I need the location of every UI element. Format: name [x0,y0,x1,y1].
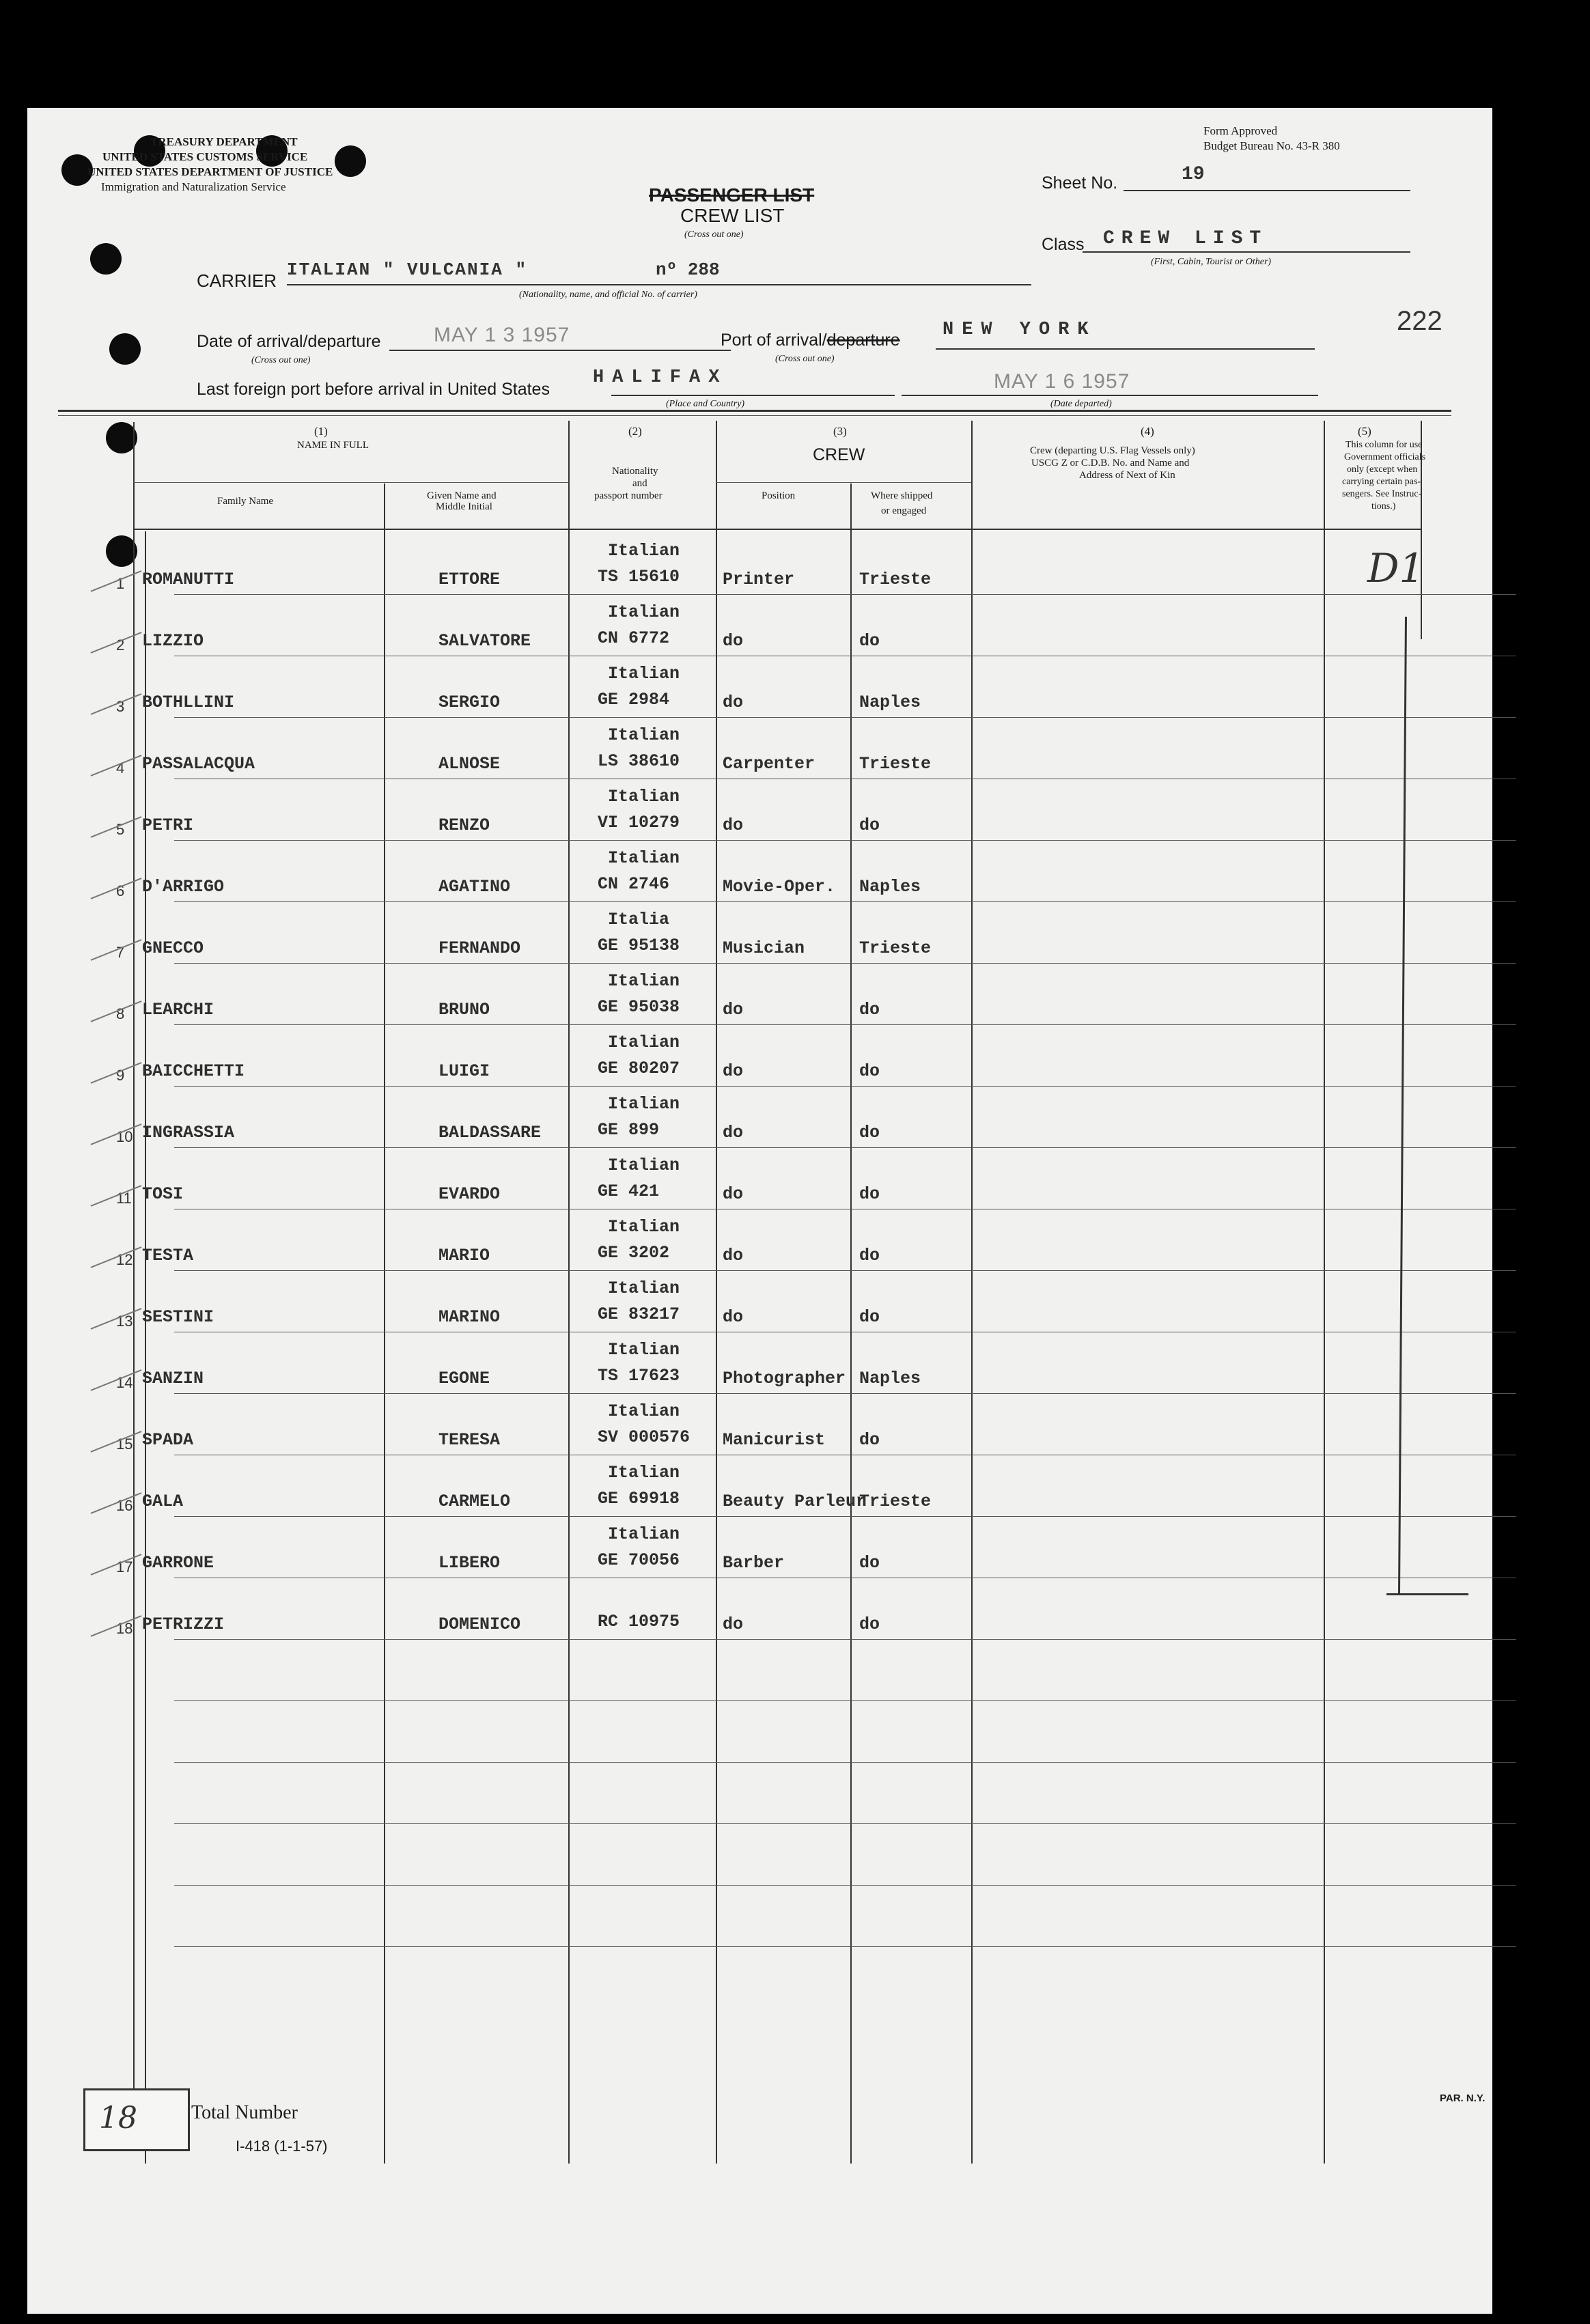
given-cell: MARINO [438,1307,501,1327]
agency-line-1: TREASURY DEPARTMENT [150,135,298,148]
family-cell: SANZIN [142,1369,204,1388]
row-divider [174,717,1516,718]
port-value: NEW YORK [943,320,1097,340]
nationality-cell: Italian [608,1033,680,1052]
col2-line-2: and [632,478,647,489]
table-top-border [58,410,1451,412]
row-number: 14 [116,1374,133,1391]
col1-title: NAME IN FULL [297,440,369,451]
col5-line-6: tions.) [1371,501,1396,512]
row-divider [174,1823,1516,1824]
form-code: I-418 (1-1-57) [236,2138,328,2155]
where-cell: Trieste [859,570,932,589]
crew-header: CREW [813,445,865,464]
passport-cell: LS 38610 [598,751,680,771]
row-number: 2 [116,636,125,654]
given-cell: LUIGI [438,1061,490,1081]
row-divider [174,594,1516,595]
passport-cell: GE 83217 [598,1304,680,1324]
cross-out-hint: (Cross out one) [684,229,744,240]
row-divider [174,1762,1516,1763]
col3-number: (3) [833,425,847,438]
where-cell: Trieste [859,938,932,958]
position-cell: do [723,1061,744,1081]
where-cell: do [859,1000,880,1020]
col-line [716,421,717,2164]
passport-cell: RC 10975 [598,1612,680,1632]
passport-cell: TS 17623 [598,1366,680,1386]
punch-hole [109,333,141,365]
passport-cell: GE 95038 [598,997,680,1017]
given-cell: MARIO [438,1246,490,1265]
row-divider [174,1700,1516,1701]
family-cell: D'ARRIGO [142,877,225,897]
row-divider [174,963,1516,964]
given-cell: RENZO [438,815,490,835]
header-sub-line [716,482,971,483]
crew-list-title: CREW LIST [680,205,785,226]
given-cell: AGATINO [438,877,511,897]
where-header-1: Where shipped [871,490,933,501]
where-cell: do [859,1430,880,1450]
agency-line-4: Immigration and Naturalization Service [101,180,286,193]
row-number: 3 [116,698,125,715]
given-cell: ALNOSE [438,754,501,774]
row-number: 10 [116,1128,133,1145]
nationality-cell: Italian [608,725,680,745]
header-sub-line [133,482,568,483]
row-divider [174,1086,1516,1087]
passport-cell: GE 95138 [598,936,680,955]
given-cell: SERGIO [438,692,501,712]
date-departed-underline [902,395,1318,396]
passport-cell: GE 69918 [598,1489,680,1509]
position-cell: do [723,631,744,651]
col4-number: (4) [1141,425,1154,438]
passport-cell: VI 10279 [598,813,680,832]
last-port-value: HALIFAX [593,367,728,388]
given-cell: EVARDO [438,1184,501,1204]
arrival-date-stamp: MAY 1 3 1957 [434,324,570,346]
col5-line-4: carrying certain pas- [1342,477,1421,487]
position-cell: do [723,1614,744,1634]
position-cell: do [723,1000,744,1020]
given-cell: BALDASSARE [438,1123,542,1143]
col-line [850,484,852,2164]
row-divider [174,1639,1516,1640]
nationality-cell: Italian [608,848,680,868]
crew-list-form [27,108,1492,2314]
departed-date-stamp: MAY 1 6 1957 [994,370,1130,393]
where-cell: do [859,1123,880,1143]
where-header-2: or engaged [881,505,927,516]
row-number: 15 [116,1436,133,1453]
row-divider [174,1024,1516,1025]
where-cell: Naples [859,692,921,712]
class-label: Class [1042,235,1085,254]
given-cell: TERESA [438,1430,501,1450]
where-cell: Naples [859,877,921,897]
passenger-list-title: PASSENGER LIST [649,184,815,206]
passport-cell: SV 000576 [598,1427,691,1447]
position-cell: Photographer [723,1369,846,1388]
where-cell: do [859,1307,880,1327]
row-number: 7 [116,944,125,961]
row-number: 5 [116,821,125,838]
date-label: Date of arrival/departure [197,332,381,351]
agency-line-3: UNITED STATES DEPARTMENT OF JUSTICE [87,165,333,178]
total-box-value: 18 [99,2101,137,2136]
nationality-cell: Italian [608,1094,680,1114]
given-name-header-1: Given Name and [427,490,497,501]
given-cell: CARMELO [438,1492,511,1511]
family-cell: GARRONE [142,1553,214,1573]
position-cell: Barber [723,1553,785,1573]
position-header: Position [762,490,796,501]
nationality-cell: Italian [608,971,680,991]
where-cell: do [859,1184,880,1204]
sheet-underline [1124,190,1410,191]
row-number: 6 [116,882,125,899]
printer-mark: PAR. N.Y. [1440,2092,1486,2104]
sheet-label: Sheet No. [1042,173,1118,193]
row-divider [174,1147,1516,1148]
family-cell: LIZZIO [142,631,204,651]
date-underline [389,350,731,351]
position-cell: do [723,1184,744,1204]
col4-line-3: Address of Next of Kin [1079,470,1175,481]
nationality-cell: Italian [608,664,680,684]
carrier-label: CARRIER [197,270,277,291]
date-hint: (Cross out one) [251,355,311,365]
given-cell: EGONE [438,1369,490,1388]
col-line [133,422,135,2109]
row-divider [174,1885,1516,1886]
passport-cell: GE 80207 [598,1059,680,1078]
carrier-hint: (Nationality, name, and official No. of carrier) [519,290,697,300]
passport-cell: TS 15610 [598,567,680,587]
given-cell: ETTORE [438,570,501,589]
row-divider [174,1946,1516,1947]
last-port-label: Last foreign port before arrival in United States [197,380,550,399]
row-number: 17 [116,1558,133,1576]
family-cell: BOTHLLINI [142,692,235,712]
family-cell: LEARCHI [142,1000,214,1020]
where-cell: do [859,1614,880,1634]
class-value: CREW LIST [1103,228,1268,249]
passport-cell: CN 2746 [598,874,670,894]
col2-line-1: Nationality [612,466,658,477]
header-bottom-line [133,529,1421,530]
family-cell: TOSI [142,1184,184,1204]
port-hint: (Cross out one) [775,354,835,364]
col2-line-3: passport number [594,490,662,501]
row-number: 4 [116,759,125,776]
row-divider [174,840,1516,841]
class-underline [1083,251,1410,253]
col4-line-1: Crew (departing U.S. Flag Vessels only) [1030,445,1195,456]
position-cell: do [723,815,744,835]
col-line [568,421,570,2164]
row-number: 16 [116,1497,133,1514]
page-number: 222 [1397,306,1442,336]
position-cell: do [723,1246,744,1265]
family-cell: BAICCHETTI [142,1061,245,1081]
given-cell: SALVATORE [438,631,531,651]
passport-cell: GE 2984 [598,690,670,710]
position-cell: do [723,1307,744,1327]
passport-cell: GE 421 [598,1181,660,1201]
nationality-cell: Italian [608,787,680,807]
nationality-cell: Italian [608,1401,680,1421]
row-divider [174,1516,1516,1517]
where-cell: do [859,1553,880,1573]
given-cell: BRUNO [438,1000,490,1020]
col2-number: (2) [628,425,642,438]
row-number: 8 [116,1005,125,1022]
given-cell: DOMENICO [438,1614,521,1634]
family-cell: TESTA [142,1246,194,1265]
col-line [384,484,385,2164]
carrier-value: ITALIAN " VULCANIA " [287,260,528,280]
budget-line-2: Budget Bureau No. 43-R 380 [1203,139,1340,152]
nationality-cell: Italian [608,541,680,561]
col5-line-2: Government officials [1344,452,1426,462]
given-name-header-2: Middle Initial [436,501,492,512]
family-cell: SPADA [142,1430,194,1450]
passport-cell: GE 3202 [598,1243,670,1263]
col4-line-2: USCG Z or C.D.B. No. and Name and [1031,458,1190,468]
where-cell: do [859,815,880,835]
family-cell: ROMANUTTI [142,570,235,589]
where-cell: do [859,1061,880,1081]
position-cell: do [723,1123,744,1143]
family-cell: PETRIZZI [142,1614,225,1634]
port-underline [936,348,1315,350]
position-cell: Beauty Parleur [723,1492,867,1511]
col-line [1324,421,1325,2164]
given-cell: LIBERO [438,1553,501,1573]
position-cell: Manicurist [723,1430,826,1450]
punch-hole [335,145,366,177]
row-number: 12 [116,1251,133,1268]
carrier-number: nº 288 [656,260,720,280]
family-cell: GALA [142,1492,184,1511]
row-divider [174,1393,1516,1394]
date-departed-hint: (Date departed) [1050,399,1112,409]
col5-number: (5) [1358,425,1371,438]
table-top-border-2 [58,415,1451,416]
nationality-cell: Italia [608,910,670,929]
passport-cell: GE 899 [598,1120,660,1140]
passport-cell: GE 70056 [598,1550,680,1570]
col5-line-5: sengers. See Instruc- [1342,489,1422,499]
where-cell: Naples [859,1369,921,1388]
nationality-cell: Italian [608,1217,680,1237]
official-bracket-line [1398,617,1407,1593]
budget-line-1: Form Approved [1203,124,1278,137]
row-number: 1 [116,575,125,592]
position-cell: Musician [723,938,805,958]
row-number: 11 [116,1190,132,1207]
port-label-struck: departure [826,331,900,350]
nationality-cell: Italian [608,1278,680,1298]
position-cell: Movie-Oper. [723,877,836,897]
class-hint: (First, Cabin, Tourist or Other) [1151,257,1272,267]
col1-number: (1) [314,425,328,438]
carrier-underline [287,284,1031,285]
family-name-header: Family Name [217,496,274,507]
col-line [971,421,973,2164]
where-cell: do [859,1246,880,1265]
nationality-cell: Italian [608,1524,680,1544]
position-cell: do [723,692,744,712]
where-cell: do [859,631,880,651]
nationality-cell: Italian [608,1340,680,1360]
family-cell: PETRI [142,815,194,835]
punch-hole [90,243,122,275]
row-number: 18 [116,1620,133,1637]
last-port-underline [611,395,895,396]
family-cell: SESTINI [142,1307,214,1327]
where-cell: Trieste [859,1492,932,1511]
nationality-cell: Italian [608,1463,680,1483]
col5-line-1: This column for use [1345,440,1423,450]
passport-cell: CN 6772 [598,628,670,648]
last-port-hint: (Place and Country) [666,399,745,409]
nationality-cell: Italian [608,602,680,622]
position-cell: Printer [723,570,795,589]
family-cell: PASSALACQUA [142,754,255,774]
total-number-label: Total Number [191,2102,298,2123]
row-divider [174,1270,1516,1271]
family-cell: GNECCO [142,938,204,958]
row-number: 13 [116,1313,133,1330]
nationality-cell: Italian [608,1156,680,1175]
row-divider [174,901,1516,902]
official-mark: D1 [1367,545,1425,591]
col5-line-3: only (except when [1347,464,1418,475]
col-line [145,531,146,2164]
row-number: 9 [116,1067,125,1084]
official-bracket-foot [1386,1593,1468,1595]
given-cell: FERNANDO [438,938,521,958]
where-cell: Trieste [859,754,932,774]
sheet-number: 19 [1182,164,1205,185]
port-label-text: Port of arrival/ [721,331,827,350]
position-cell: Carpenter [723,754,815,774]
family-cell: INGRASSIA [142,1123,235,1143]
agency-line-2: UNITED STATES CUSTOMS SERVICE [102,150,308,163]
port-label [721,331,900,350]
